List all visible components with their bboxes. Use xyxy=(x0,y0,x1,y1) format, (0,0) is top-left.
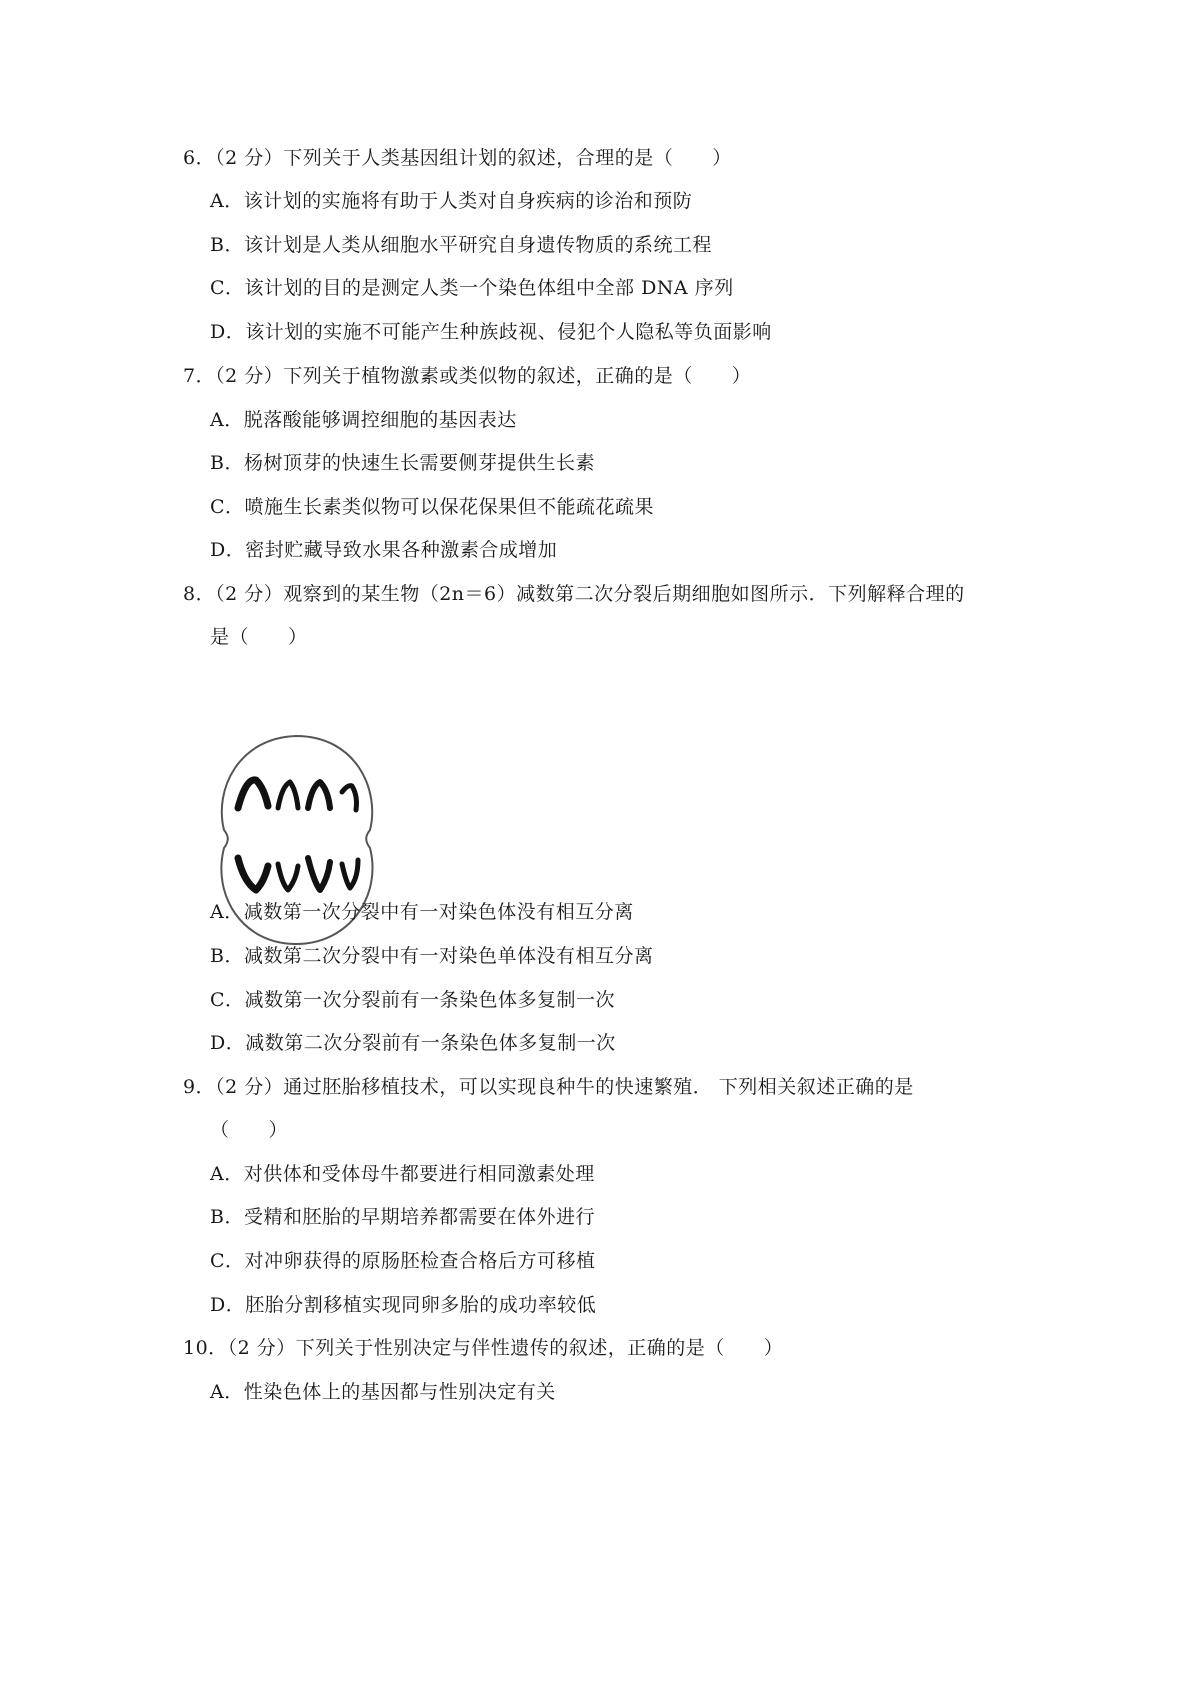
question-6-option-b: B．该计划是人类从细胞水平研究自身遗传物质的系统工程 xyxy=(210,234,712,256)
question-9-option-d: D．胚胎分割移植实现同卵多胎的成功率较低 xyxy=(210,1294,597,1316)
question-6-stem: 6．（2 分）下列关于人类基因组计划的叙述，合理的是（ ） xyxy=(183,147,732,169)
question-9-option-c: C．对冲卵获得的原肠胚检查合格后方可移植 xyxy=(210,1250,596,1272)
question-8-option-d: D．减数第二次分裂前有一条染色体多复制一次 xyxy=(210,1032,616,1054)
question-8-option-a: A．减数第一次分裂中有一对染色体没有相互分离 xyxy=(210,901,634,923)
question-6-option-a: A．该计划的实施将有助于人类对自身疾病的诊治和预防 xyxy=(210,190,693,212)
question-8-option-b: B．减数第二次分裂中有一对染色单体没有相互分离 xyxy=(210,945,654,967)
question-8-stem: 8．（2 分）观察到的某生物（2n＝6）减数第二次分裂后期细胞如图所示．下列解释合理的 xyxy=(183,583,965,605)
question-9-option-b: B．受精和胚胎的早期培养都需要在体外进行 xyxy=(210,1206,595,1228)
question-7-stem: 7．（2 分）下列关于植物激素或类似物的叙述，正确的是（ ） xyxy=(183,365,752,387)
question-10-stem: 10．（2 分）下列关于性别决定与伴性遗传的叙述，正确的是（ ） xyxy=(183,1337,784,1359)
question-7-option-c: C．喷施生长素类似物可以保花保果但不能疏花疏果 xyxy=(210,496,655,518)
question-9-stem-continuation: （ ） xyxy=(210,1119,289,1141)
question-8-option-c: C．减数第一次分裂前有一条染色体多复制一次 xyxy=(210,989,616,1011)
question-8-stem-continuation: 是（ ） xyxy=(210,626,308,648)
question-9-option-a: A．对供体和受体母牛都要进行相同激素处理 xyxy=(210,1163,595,1185)
question-6-option-c: C．该计划的目的是测定人类一个染色体组中全部 DNA 序列 xyxy=(210,277,734,299)
question-7-option-b: B．杨树顶芽的快速生长需要侧芽提供生长素 xyxy=(210,452,595,474)
question-7-option-a: A．脱落酸能够调控细胞的基因表达 xyxy=(210,409,517,431)
question-10-option-a: A．性染色体上的基因都与性别决定有关 xyxy=(210,1381,556,1403)
question-9-stem: 9．（2 分）通过胚胎移植技术，可以实现良种牛的快速繁殖． 下列相关叙述正确的是 xyxy=(183,1076,914,1098)
question-6-option-d: D．该计划的实施不可能产生种族歧视、侵犯个人隐私等负面影响 xyxy=(210,321,772,343)
question-7-option-d: D．密封贮藏导致水果各种激素合成增加 xyxy=(210,539,558,561)
